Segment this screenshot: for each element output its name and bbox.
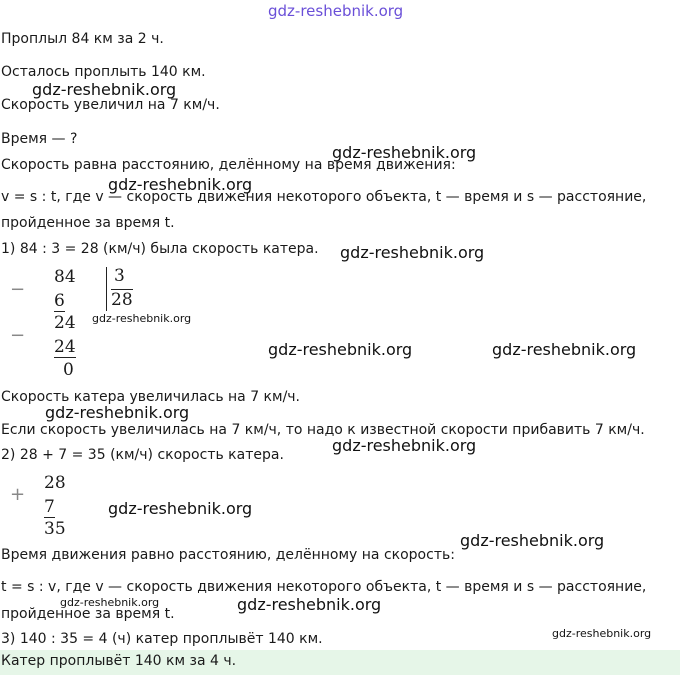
watermark-text: gdz-reshebnik.org (340, 243, 485, 262)
remaining-distance-line (1, 63, 206, 81)
watermark-text: gdz-reshebnik.org (332, 436, 477, 455)
time-question-line (1, 130, 77, 148)
divisor: 3 (114, 266, 125, 286)
watermark-text: gdz-reshebnik.org (492, 340, 637, 359)
time-question-text: Время — ? (1, 131, 78, 147)
time-rule-text: Время движения равно расстоянию, делённому на скорость: (1, 547, 455, 563)
first-addend: 28 (44, 473, 66, 493)
given-distance-text: Проплыл 84 км за 2 ч. (1, 31, 164, 47)
watermark-text: gdz-reshebnik.org (332, 143, 477, 162)
speed-increase-text: Скорость увеличил на 7 км/ч. (1, 97, 220, 113)
speed-increase-line (1, 96, 220, 114)
remaining-distance-text: Осталось проплыть 140 км. (1, 64, 206, 80)
add-explanation-text: Если скорость увеличилась на 7 км/ч, то надо к известной скорости прибавить 7 км/ч. (1, 422, 645, 438)
first-subtrahend: 6 (54, 291, 65, 311)
second-subtrahend: 24 (54, 337, 76, 357)
dividend: 84 (54, 267, 76, 287)
step-one-text: 1) 84 : 3 = 28 (км/ч) была скорость катера. (1, 241, 319, 257)
second-addend: 7 (44, 497, 55, 517)
minus-sign: − (10, 325, 26, 346)
watermark-text: gdz-reshebnik.org (108, 175, 253, 194)
step-two-text: 2) 28 + 7 = 35 (км/ч) скорость катера. (1, 447, 284, 463)
watermark-text: gdz-reshebnik.org (32, 80, 177, 99)
add-explanation-line (1, 421, 645, 439)
time-rule-line (1, 546, 455, 564)
division-bar (106, 267, 107, 311)
answer-box (0, 650, 680, 675)
step-one-line (1, 240, 319, 258)
watermark-text: gdz-reshebnik.org (237, 595, 382, 614)
watermark-text: gdz-reshebnik.org (552, 627, 652, 640)
time-formula-continued-line (1, 605, 175, 623)
step-two-line (1, 446, 284, 464)
watermark-text: gdz-reshebnik.org (108, 499, 253, 518)
time-formula-line (1, 578, 646, 596)
step-three-line (1, 630, 323, 648)
speed-formula-continued-line (1, 214, 175, 232)
sum: 35 (44, 519, 66, 539)
speed-formula-continued-text: пройденное за время t. (1, 215, 175, 231)
quotient: 28 (111, 290, 133, 310)
given-distance-line (1, 30, 164, 48)
speed-rule-line (1, 156, 456, 174)
first-remainder: 24 (54, 313, 76, 333)
minus-sign: − (10, 279, 26, 300)
final-remainder: 0 (63, 360, 74, 380)
speed-formula-text: v = s : t, где v — скорость движения некоторого объекта, t — время и s — расстояние, (1, 189, 647, 205)
watermark-text: gdz-reshebnik.org (268, 340, 413, 359)
plus-sign: + (10, 484, 26, 505)
watermark-text: gdz-reshebnik.org (92, 312, 192, 325)
watermark-text: gdz-reshebnik.org (460, 531, 605, 550)
time-formula-text: t = s : v, где v — скорость движения некоторого объекта, t — время и s — расстояние, (1, 579, 647, 595)
answer-text: Катер проплывёт 140 км за 4 ч. (1, 653, 237, 669)
watermark-text: gdz-reshebnik.org (60, 596, 160, 609)
speed-formula-line (1, 188, 646, 206)
watermark-text: gdz-reshebnik.org (268, 2, 404, 20)
step-three-text: 3) 140 : 35 = 4 (ч) катер проплывёт 140 км. (1, 631, 323, 647)
speed-rule-text: Скорость равна расстоянию, делённому на время движения: (1, 157, 456, 173)
time-formula-continued-text: пройденное за время t. (1, 606, 175, 622)
watermark-text: gdz-reshebnik.org (45, 403, 190, 422)
speed-increased-text: Скорость катера увеличилась на 7 км/ч. (1, 389, 301, 405)
